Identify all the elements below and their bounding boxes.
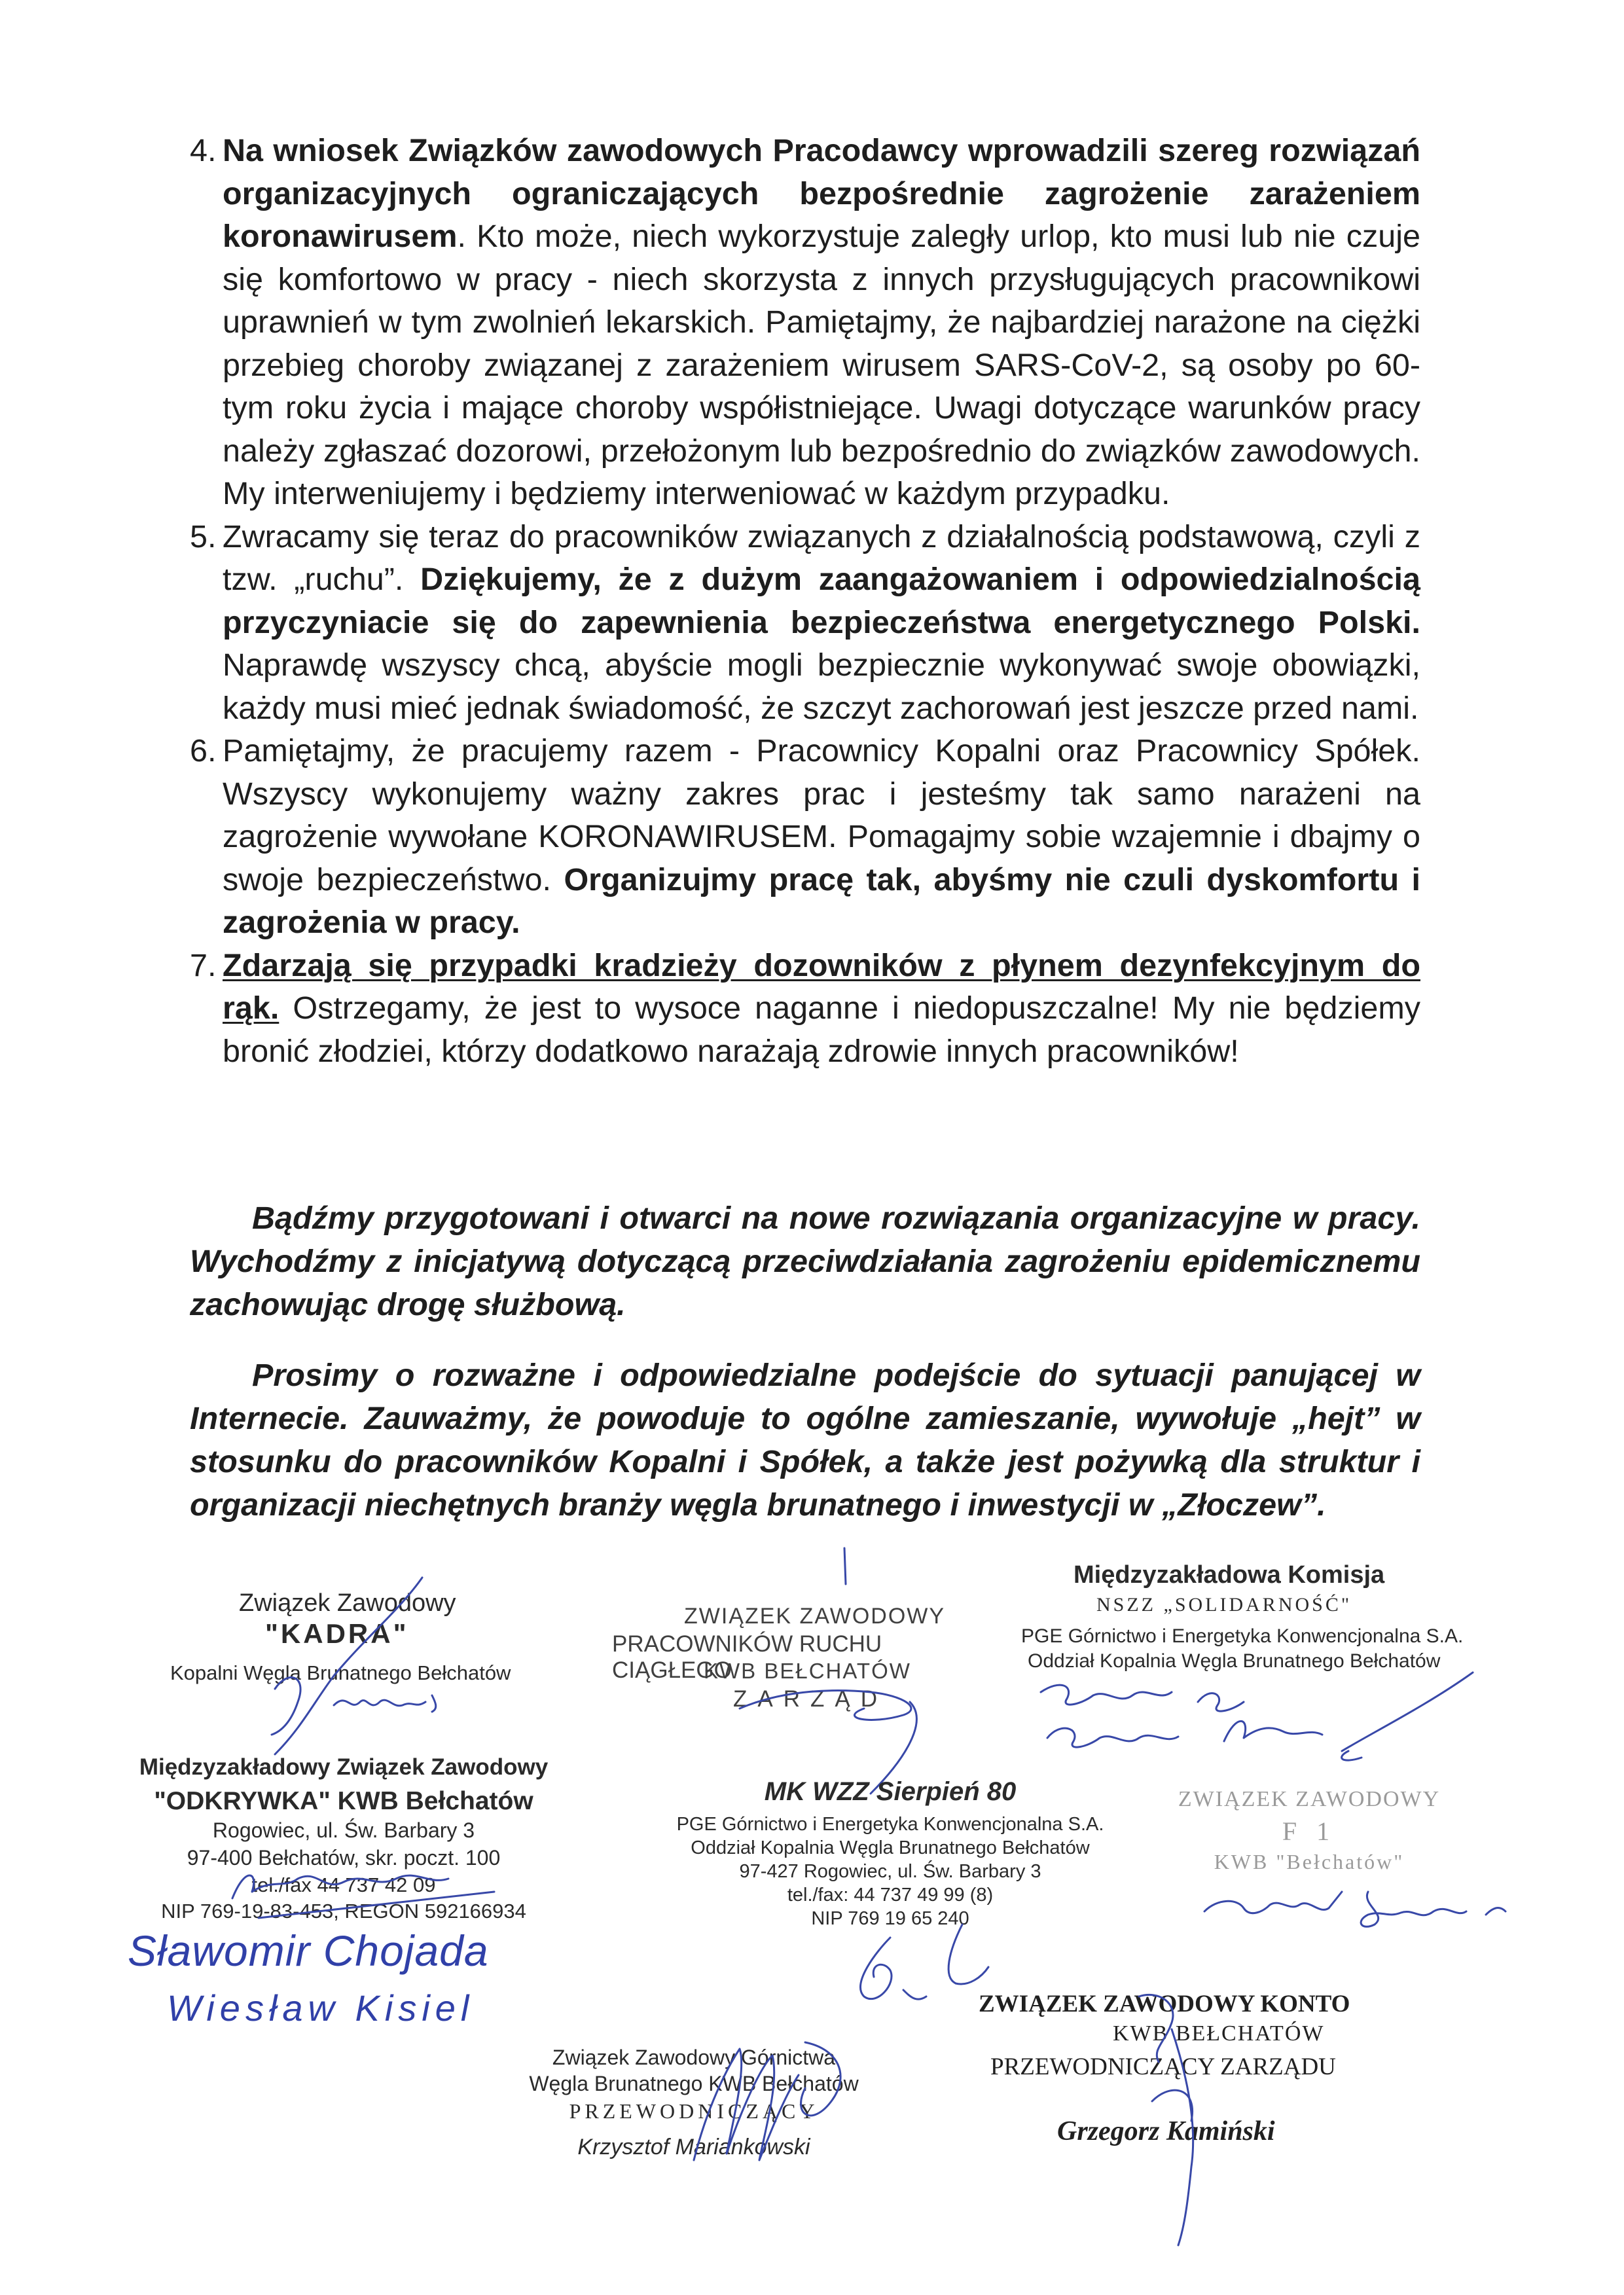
stamp-line: NSZZ „SOLIDARNOŚĆ" (1096, 1594, 1352, 1616)
stamp-line: PGE Górnictwo i Energetyka Konwencjonalna S.A. (676, 1814, 1104, 1835)
signature-f1 (1191, 1866, 1597, 1938)
point-text: Ostrzegamy, że jest to wysoce naganne i niedopuszczalne! My nie będziemy bronić złodziei, którzy dodatkowo narażają zdrowie innych pracowników! (223, 990, 1420, 1069)
stamp-line: "ODKRYWKA" KWB Bełchatów (154, 1787, 533, 1815)
stamp-line: KWB BEŁCHATÓW (1113, 2021, 1325, 2046)
point-text-bold: Na wniosek Związków zawodowych Pracodawcy wprowadzili szereg rozwiązań organizacyjnych ograniczających bezpośrednie zagrożenie zarażeniem koronawirusem (223, 133, 1420, 254)
point-7 (190, 945, 1420, 1074)
point-text-bold-underlined: Zdarzają się przypadki kradzieży dozowników z płynem dezynfekcyjnym do rąk. (223, 947, 1420, 1026)
point-6 (190, 730, 1420, 945)
point-text: Pamiętajmy, że pracujemy razem - Pracownicy Kopalni oraz Pracownicy Spółek. Wszyscy wykonujemy ważny zakres prac i jesteśmy tak samo narażeni na zagrożenie wywołane KORONAWIRUSEM. Pomagajmy sobie wzajemnie i dbajmy o swoje bezpieczeństwo. (223, 733, 1420, 897)
stamp-line: KWB "Bełchatów" (1214, 1850, 1405, 1873)
point-number: 7. (190, 947, 217, 983)
stamp-line: NIP 769-19-83-453, REGON 592166934 (161, 1900, 526, 1923)
point-5 (190, 516, 1420, 731)
point-text-bold: Organizujmy pracę tak, abyśmy nie czuli dyskomfortu i zagrożenia w pracy. (223, 861, 1421, 940)
stamp-line: "KADRA" (265, 1618, 409, 1649)
stamp-line: Oddział Kopalnia Węgla Brunatnego Bełchatów (691, 1837, 1090, 1858)
stamp-line: 97-400 Bełchatów, skr. poczt. 100 (187, 1846, 501, 1870)
stamp-line: Krzysztof Mariankowski (577, 2135, 810, 2159)
stamp-line: PRZEWODNICZĄCY ZARZĄDU (990, 2053, 1336, 2080)
stamp-line: Rogowiec, ul. Św. Barbary 3 (212, 1818, 475, 1842)
stamp-line: KWB BEŁCHATÓW (704, 1659, 911, 1683)
stamp-line: MK WZZ Sierpień 80 (764, 1777, 1017, 1806)
point-number: 6. (190, 733, 217, 768)
stamp-line: Grzegorz Kamiński (1057, 2116, 1275, 2146)
closing-paragraph-1: Bądźmy przygotowani i otwarci na nowe rozwiązania organizacyjne w pracy. Wychodźmy z inicjatywą dotyczącą przeciwdziałania zagrożeniu epidemicznemu zachowując drogę służbową. (190, 1201, 1420, 1322)
point-text: . Kto może, niech wykorzystuje zaległy urlop, kto musi lub nie czuje się komfortowo w pracy - niech skorzysta z innych przysługujących pracownikowi uprawnień w tym zwolnień lekarskich. Pamiętajmy, że najbardziej narażone na ciężki przebieg choroby związanej z zarażeniem wirusem SARS-CoV-2, są osoby po 60-tym roku życia i mające choroby współistniejące. Uwagi dotyczące warunków pracy należy zgłaszać dozorowi, przełożonym lub bezpośrednio do związków zawodowych. My interweniujemy i będziemy interweniować w każdym przypadku. (223, 219, 1420, 511)
point-4 (190, 130, 1420, 516)
stamp-line: Międzyzakładowa Komisja (1074, 1561, 1385, 1589)
signature-konto (1100, 1970, 1283, 2252)
stamp-line: PGE Górnictwo i Energetyka Konwencjonalna S.A. (1021, 1625, 1464, 1647)
stamp-line: tel./fax 44 737 42 09 (251, 1873, 436, 1896)
numbered-points-list (190, 130, 1420, 1073)
stamp-line: tel./fax: 44 737 49 99 (8) (787, 1885, 994, 1906)
point-number: 5. (190, 518, 217, 554)
stamp-line: Związek Zawodowy Górnictwa (552, 2046, 836, 2069)
stamp-line: Międzyzakładowy Związek Zawodowy (139, 1754, 549, 1780)
point-text: Naprawdę wszyscy chcą, abyście mogli bezpiecznie wykonywać swoje obowiązki, każdy musi mieć jednak świadomość, że szczyt zachorowań jest jeszcze przed nami. (223, 647, 1420, 726)
stamp-line: ZWIĄZEK ZAWODOWY (684, 1604, 946, 1629)
signature-ruch-ciaglego (707, 1545, 982, 1800)
stamp-line: PRACOWNIKÓW RUCHU CIĄGŁEGO (612, 1631, 882, 1683)
stamp-line: Związek Zawodowy (239, 1589, 456, 1617)
point-text-bold: Dziękujemy, że z dużym zaangażowaniem i odpowiedzialnością przyczyniacie się do zapewnienia bezpieczeństwa energetycznego Polski. (223, 562, 1420, 640)
point-text: Zwracamy się teraz do pracowników związanych z działalnością podstawową, czyli z tzw. „ruchu”. (223, 518, 1420, 597)
stamp-line: F 1 (1282, 1816, 1337, 1846)
stamp-line: ZWIĄZEK ZAWODOWY KONTO (979, 1991, 1350, 2017)
stamp-line: ZWIĄZEK ZAWODOWY (1178, 1787, 1441, 1811)
stamp-line: Oddział Kopalnia Węgla Brunatnego Bełchatów (1028, 1650, 1441, 1672)
stamp-line: Węgla Brunatnego KWB Bełchatów (529, 2072, 859, 2095)
closing-paragraph-2: Prosimy o rozważne i odpowiedzialne podejście do sytuacji panującej w Internecie. Zauważmy, że powoduje to ogólne zamieszanie, wywołuje „hejt” w stosunku do pracowników Kopalni i Spółek, a także jest pożywką dla struktur i organizacji niechętnych branży węgla brunatnego i inwestycji w „Złoczew”. (190, 1358, 1420, 1523)
signature-gornictwa (596, 2029, 871, 2173)
signature-kisiel: Wiesław Kisiel (167, 1987, 475, 2029)
point-number: 4. (190, 133, 217, 168)
signature-kadra (236, 1571, 471, 1767)
signature-chojada: Sławomir Chojada (128, 1926, 489, 1975)
stamp-line: PRZEWODNICZĄCY (569, 2099, 819, 2123)
stamp-line: NIP 769 19 65 240 (811, 1908, 969, 1929)
stamp-line: ZARZĄD (733, 1686, 888, 1712)
stamp-line: 97-427 Rogowiec, ul. Św. Barbary 3 (739, 1861, 1041, 1882)
stamp-line: Kopalni Węgla Brunatnego Bełchatów (170, 1661, 511, 1684)
signature-solidarnosc (1034, 1666, 1479, 1777)
